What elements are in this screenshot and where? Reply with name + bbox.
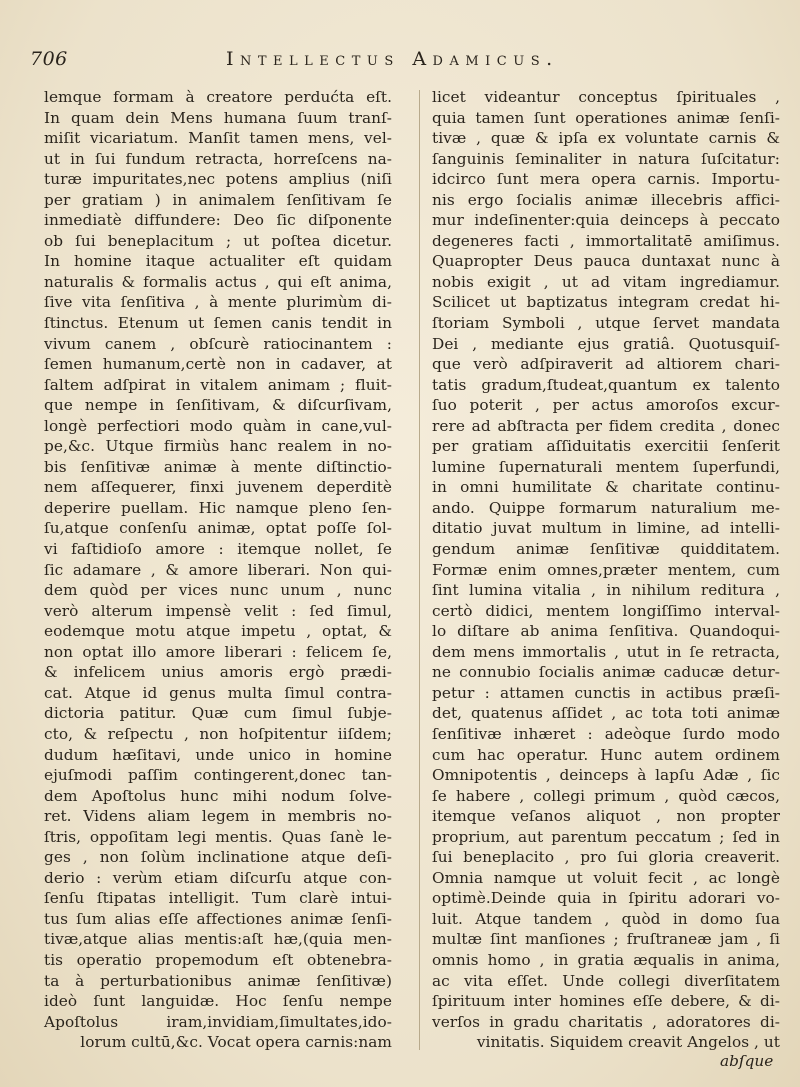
- running-head: Intellectus Adamicus.: [226, 48, 559, 70]
- text-line: Scilicet ut baptizatus integram credat hi-: [432, 293, 780, 312]
- text-line: ſive vita ſenſitiva , à mente plurimùm di-: [44, 293, 392, 312]
- text-line: tatis gradum,ſtudeat,quantum ex talento: [432, 375, 780, 394]
- text-line: ſuo poterit , per actus amoroſos excur-: [432, 396, 780, 415]
- text-line: dictoria patitur. Quæ cum ſimul ſubje-: [44, 704, 392, 723]
- text-line: Omnipotentis , deinceps à lapſu Adæ , ſic: [432, 766, 780, 785]
- text-line: ſenſu ſtipatas intelligit. Tum clarè intui-: [44, 889, 392, 908]
- text-line: licet videantur conceptus ſpirituales ,: [432, 88, 780, 106]
- text-line: dem Apoſtolus hunc mihi nodum ſolve-: [44, 786, 392, 805]
- text-line: gendum animæ ſenſitivæ quidditatem.: [432, 540, 780, 559]
- column-divider: [419, 90, 420, 1050]
- text-line: nem aſſequerer, finxi juvenem deperditè: [44, 478, 392, 497]
- text-line: cum hac operatur. Hunc autem ordinem: [432, 745, 780, 764]
- text-line: tus ſum alias eſſe affectiones animæ ſenſi-: [44, 909, 392, 928]
- text-line: & infelicem unius amoris ergò prædi-: [44, 663, 392, 682]
- text-line: ac vita eſſet. Unde collegi diverſitatem: [432, 971, 780, 990]
- text-line: ſic adamare , & amore liberari. Non qui-: [44, 560, 392, 579]
- text-line: lemque formam à creatore perdućta eſt.: [44, 88, 392, 106]
- text-line: In quam dein Mens humana ſuum tranſ-: [44, 108, 392, 127]
- text-line: ſui beneplacito , pro ſui gloria creaverit.: [432, 848, 780, 867]
- text-line: ſpirituum inter homines eſſe debere, & di-: [432, 992, 780, 1011]
- text-line: derio : verùm etiam diſcurſu atque con-: [44, 868, 392, 887]
- page-header: [30, 44, 770, 78]
- text-line: longè perfectiori modo quàm in cane,vul-: [44, 416, 392, 435]
- text-line: ſemen humanum,certè non in cadaver, at: [44, 355, 392, 374]
- text-line: lumine ſupernaturali mentem ſuperfundi,: [432, 457, 780, 476]
- text-line: ut in ſui fundum retracta, horreſcens na-: [44, 149, 392, 168]
- text-line: petur : attamen cunctis in actibus præſi-: [432, 683, 780, 702]
- text-line: eodemque motu atque impetu , optat, &: [44, 622, 392, 641]
- page-number: 706: [30, 48, 68, 70]
- text-line: rere ad abſtracta per fidem credita , donec: [432, 416, 780, 435]
- text-line: certò didici, mentem longiſſimo interval-: [432, 601, 780, 620]
- text-line: ſint lumina vitalia , in nihilum reditura ,: [432, 581, 780, 600]
- text-line: ideò ſunt languidæ. Hoc ſenſu nempe: [44, 992, 392, 1011]
- text-line: pe,&c. Utque firmiùs hanc realem in no-: [44, 437, 392, 456]
- text-line: verſos in gradu charitatis , adoratores di-: [432, 1012, 780, 1031]
- text-line: ſtris, oppoſitam legi mentis. Quas ſanè le-: [44, 827, 392, 846]
- text-line: dem quòd per vices nunc unum , nunc: [44, 581, 392, 600]
- text-line: Quapropter Deus pauca duntaxat nunc à: [432, 252, 780, 271]
- text-line: tis operatio propemodum eſt obtenebra-: [44, 950, 392, 969]
- text-line: Dei , mediante ejus gratiâ. Quotusquiſ-: [432, 334, 780, 353]
- text-line: que verò adſpiraverit ad altiorem chari-: [432, 355, 780, 374]
- text-line: ſtoriam Symboli , utque ſervet mandata: [432, 314, 780, 333]
- text-line: vi faſtidioſo amore : itemque nollet, ſe: [44, 540, 392, 559]
- text-line: Omnia namque ut voluit fecit , ac longè: [432, 868, 780, 887]
- text-line: ſu,atque conſenſu animæ, optat poſſe ſol-: [44, 519, 392, 538]
- text-line: deperire puellam. Hic namque pleno ſen-: [44, 498, 392, 517]
- text-line: ſaltem adſpirat in vitalem animam ; fluit-: [44, 375, 392, 394]
- text-line: verò alterum impensè velit : ſed ſimul,: [44, 601, 392, 620]
- text-line: in omni humilitate & charitate continu-: [432, 478, 780, 497]
- text-line: Formæ enim omnes,præter mentem, cum: [432, 560, 780, 579]
- text-line: ſenſitivæ inhæret : adeòque ſurdo modo: [432, 724, 780, 743]
- text-line: bis ſenſitivæ animæ à mente diſtinctio-: [44, 457, 392, 476]
- text-line: nis ergo ſocialis animæ illecebris affici-: [432, 190, 780, 209]
- text-line: quia tamen ſunt operationes animæ ſenſi-: [432, 108, 780, 127]
- text-line: multæ ſint manſiones ; fruſtraneæ jam , ſi: [432, 930, 780, 949]
- text-line: tivæ,atque alias mentis:aſt hæ,(quia men-: [44, 930, 392, 949]
- text-line: ejuſmodi paſſim contingerent,donec tan-: [44, 766, 392, 785]
- left-text-column: [44, 87, 392, 1053]
- text-line: ret. Videns aliam legem in membris no-: [44, 807, 392, 826]
- text-line: degeneres facti , immortalitatē amiſimus.: [432, 231, 780, 250]
- text-line: luit. Atque tandem , quòd in domo ſua: [432, 909, 780, 928]
- text-line: proprium, aut parentum peccatum ; ſed in: [432, 827, 780, 846]
- text-line: inmediatè diffundere: Deo ſic diſponente: [44, 211, 392, 230]
- text-line: naturalis & formalis actus , qui eſt anima,: [44, 272, 392, 291]
- text-line: Apoſtolus iram,invidiam,ſimultates,ido-: [44, 1012, 392, 1031]
- text-line: turæ impuritates,nec potens amplius (niſi: [44, 170, 392, 189]
- text-line: que nempe in ſenſitivam, & diſcurſivam,: [44, 396, 392, 415]
- text-line: ob ſui beneplacitum ; ut poſtea dicetur.: [44, 231, 392, 250]
- text-line: ta à perturbationibus animæ ſenſitivæ): [44, 971, 392, 990]
- text-line: cto, & reſpectu , non hoſpitentur iiſdem;: [44, 724, 392, 743]
- text-line: ſtinctus. Etenum ut ſemen canis tendit in: [44, 314, 392, 333]
- text-line: miſit vicariatum. Manſit tamen mens, vel-: [44, 129, 392, 148]
- catchword: abſque: [720, 1052, 774, 1070]
- right-text-column: [432, 87, 780, 1053]
- text-line: nobis exigit , ut ad vitam ingrediamur.: [432, 272, 780, 291]
- text-line: lorum cultū,&c. Vocat opera carnis:nam: [80, 1033, 392, 1052]
- text-line: In homine itaque actualiter eſt quidam: [44, 252, 392, 271]
- text-line: ando. Quippe formarum naturalium me-: [432, 498, 780, 517]
- text-line: vinitatis. Siquidem creavit Angelos , ut: [476, 1033, 780, 1052]
- text-line: dem mens immortalis , utut in ſe retracta,: [432, 642, 780, 661]
- text-line: det, quatenus aſſidet , ac tota toti animæ: [432, 704, 780, 723]
- text-line: non optat illo amore liberari : felicem ſe,: [44, 642, 392, 661]
- text-line: optimè.Deinde quia in ſpiritu adorari vo-: [432, 889, 780, 908]
- text-line: vivum canem , obſcurè ratiocinantem :: [44, 334, 392, 353]
- text-line: per gratiam ) in animalem ſenſitivam ſe: [44, 190, 392, 209]
- text-line: lo diſtare ab anima ſenſitiva. Quandoqui-: [432, 622, 780, 641]
- text-line: itemque veſanos aliquot , non propter: [432, 807, 780, 826]
- text-line: mur indeſinenter:quia deinceps à peccato: [432, 211, 780, 230]
- text-line: ditatio juvat multum in limine, ad intelli-: [432, 519, 780, 538]
- text-line: per gratiam aſſiduitatis exercitii ſenſerit: [432, 437, 780, 456]
- text-line: ne connubio ſocialis animæ caducæ detur-: [432, 663, 780, 682]
- text-line: idcirco ſunt mera opera carnis. Importu-: [432, 170, 780, 189]
- text-line: tivæ , quæ & ipſa ex voluntate carnis &: [432, 129, 780, 148]
- text-line: omnis homo , in gratia æqualis in anima,: [432, 950, 780, 969]
- text-line: cat. Atque id genus multa ſimul contra-: [44, 683, 392, 702]
- text-line: ges , non ſolùm inclinatione atque deſi-: [44, 848, 392, 867]
- text-line: dudum hæſitavi, unde unico in homine: [44, 745, 392, 764]
- text-line: ſanguinis ſeminaliter in natura ſuſcitatur:: [432, 149, 780, 168]
- text-line: ſe habere , collegi primum , quòd cæcos,: [432, 786, 780, 805]
